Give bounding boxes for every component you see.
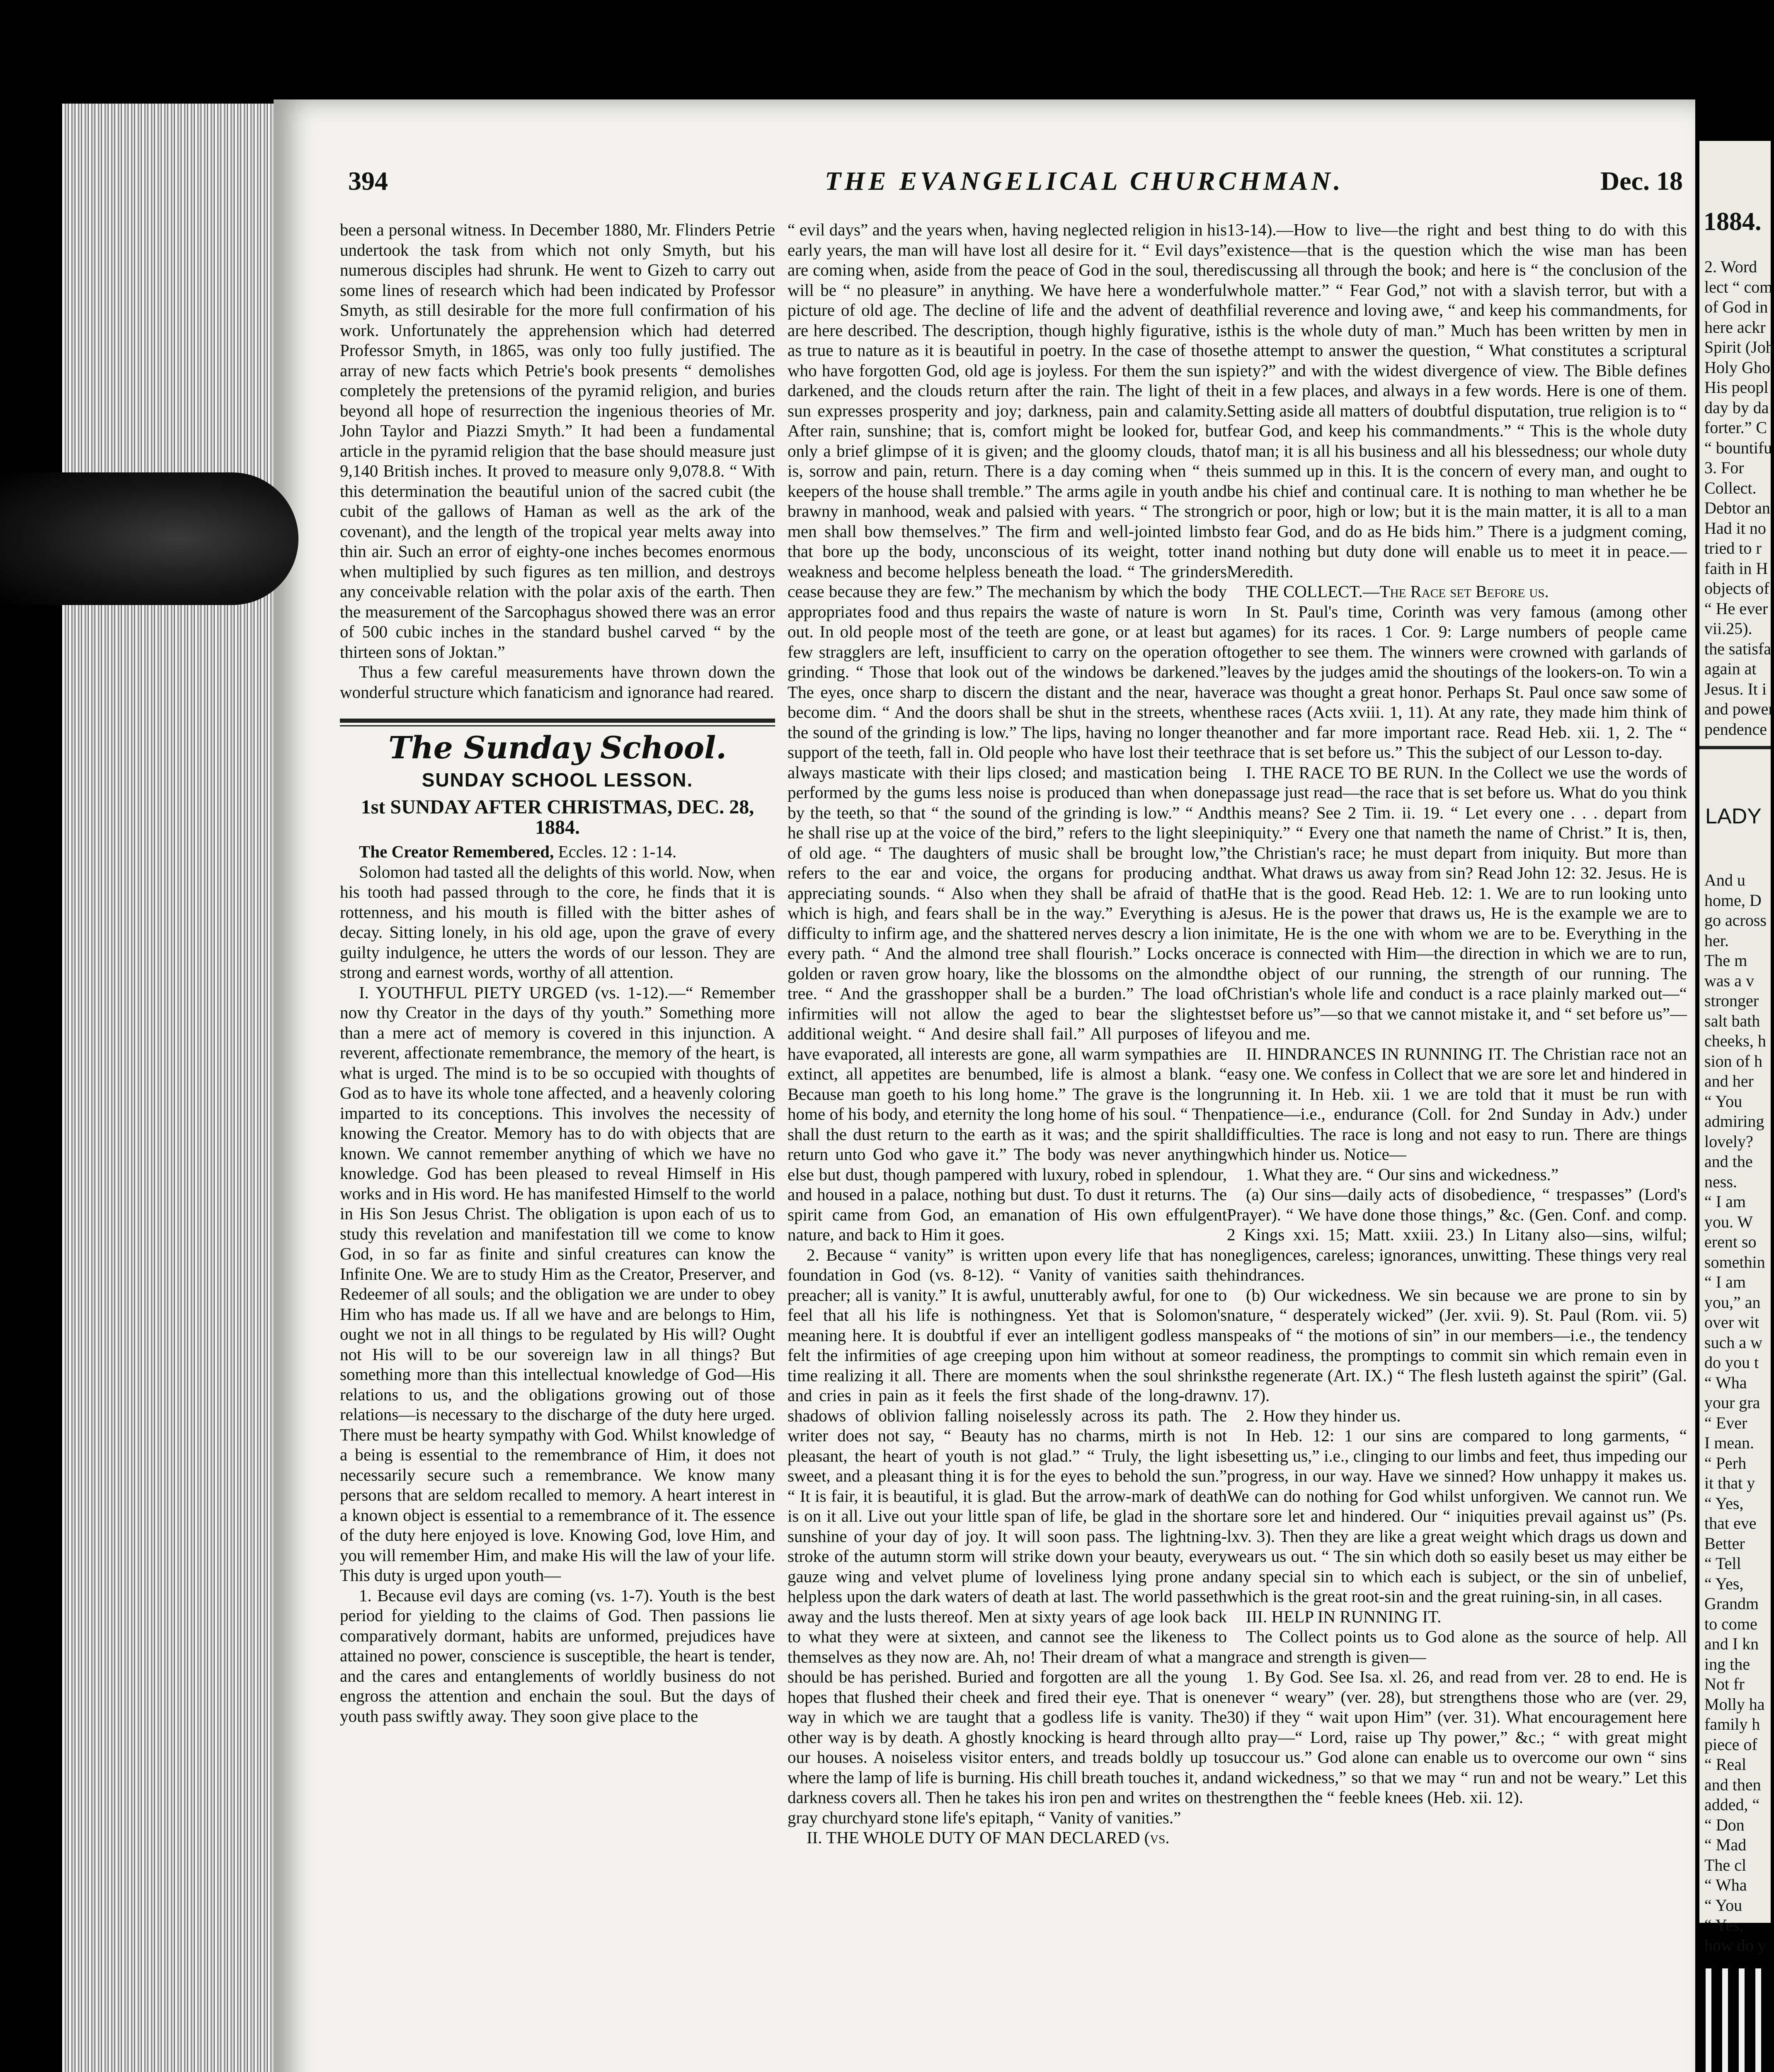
column-2 [788,220,1227,1848]
facing-page-line: “ Perh [1704,1453,1747,1472]
paragraph: 1. What they are. “ Our sins and wickedness.” [1246,1164,1559,1184]
facing-page-line: that eve [1704,1514,1757,1532]
facing-page-line: the satisfa [1704,639,1772,658]
paragraph: been a personal witness. In December 1880, Mr. Flinders Petrie undertook the task from which not only Smyth, but his numerous disciples had shrunk. He went to Gizeh to carry out some lines of research which had been indicated by Professor Smyth, as still desirable for the more full confirmation of his work. Unfortunately the apprehension which had deterred Professor Smyth, in 1865, was only too fully justified. The array of new facts which Petrie's book presents “ demolishes completely the pretensions of the pyramid religion, and buries beyond all hope of resurrection the ingenious theories of Mr. John Taylor and Piazzi Smyth.” It had been a fundamental article in the pyramid religion that the base should measure just 9,140 British inches. It proved to measure only 9,078.8. “ With this determination the beautiful union of the sacred cubit (the cubit of the gallows of Haman as well as the ark of the covenant), and the length of the tropical year melts away into thin air. Such an error of eighty-one inches becomes enormous when multiplied by such figures as ten million, and destroys any conceivable relation with the polar axis of the earth. Then the measurement of the Sarcophagus showed there was an error of 500 cubic inches in the standard bushel carved “ by the thirteen sons of Joktan.” [340,220,775,661]
section-title: The Sunday School. [388,730,727,766]
facing-page-line: it that y [1704,1474,1755,1492]
lesson-title: The Creator Remembered, [359,842,554,861]
thumb-holding-page [0,472,298,605]
facing-page-line: Grandm [1704,1594,1759,1613]
paragraph: 2. How they hinder us. [1246,1406,1401,1425]
facing-page-line: added, “ [1704,1795,1760,1814]
facing-page-line: somethin [1704,1252,1765,1271]
paragraph: (b) Our wickedness. We sin because we are prone to sin by nature, “ desperately wicked” (Jer. xvii. 9). St. Paul (Rom. vii. 5) speaks of “ the motions of sin” in our members—i.e., the tendency or readiness, the promptings to commit sin which remain even in the regenerate (Art. IX.) “ The flesh lusteth against the spirit” (Gal. v. 17). [1227,1285,1687,1405]
facing-page-line: and her [1704,1072,1754,1090]
page-header [348,166,1683,211]
facing-page-line: “ He ever [1704,599,1768,618]
facing-page-line: Debtor an [1704,499,1770,517]
facing-page-line: “ Wha [1704,1876,1747,1894]
paragraph: (a) Our sins—daily acts of disobedience, “ trespasses” (Lord's Prayer). “ We have done those things,” &c. (Gen. Conf. and comp. 2 Kings xxi. 15; Matt. xxiii. 23.) In Litany also—sins, wilful; negligences, careless; ignorances, unwitting. These things very real hindrances. [1227,1185,1687,1284]
facing-page-line: tried to r [1704,539,1762,557]
facing-page-line: Better [1704,1534,1745,1553]
facing-page-line: and the [1704,1152,1753,1171]
facing-page-year: 1884. [1704,208,1762,236]
facing-page-line: ness. [1704,1172,1737,1191]
facing-page-line: pendence [1704,719,1767,738]
film-edge-bars [1697,1968,1771,2072]
publication-title: THE EVANGELICAL CHURCHMAN. [825,166,1344,196]
facing-page-line: of God in [1704,298,1768,316]
facing-page-line: vii.25). [1704,619,1752,638]
facing-page-line: Had it no [1704,518,1766,537]
facing-page-line: Collect. [1704,478,1757,497]
facing-page-line: “ Yes, [1704,1574,1744,1593]
facing-page-line: Not fr [1704,1675,1745,1693]
facing-page-line: objects of [1704,579,1769,598]
facing-page-line: day by da [1704,398,1769,417]
film-bar [1706,1968,1711,2072]
facing-page-line: home, D [1704,891,1762,910]
facing-page-line: His peopl [1704,378,1769,397]
facing-page-line: 3. For [1704,458,1744,477]
facing-page-line: “ Don [1704,1815,1745,1834]
paragraph: In Heb. 12: 1 our sins are compared to long garments, “ besetting us,” i.e., clinging to our limbs and feet, thus impeding our progress, in our way. Have we sinned? How unhappy it makes us. We can do nothing for God whilst unforgiven. We cannot run. We are sore let and hindered. Our “ iniquities prevail against us” (Ps. lxv. 3). Then they are like a great weight which drags us down and wears us out. “ The sin which doth so easily beset us may either be any special sin to which each is subject, or the sin of unbelief, which is the great root-sin and the great ruining-sin, in all cases. [1227,1426,1687,1606]
facing-page-line: over wit [1704,1313,1759,1331]
subheading: III. HELP IN RUNNING IT. [1246,1607,1442,1626]
facing-page-line: erent so [1704,1232,1757,1251]
facing-page-line: “ Yes, [1704,1916,1744,1934]
lesson-reference: Eccles. 12 : 1-14. [558,842,677,861]
lesson-date: 1st SUNDAY AFTER CHRISTMAS, DEC. 28, 1884. [361,796,754,838]
facing-page-line: forter.” C [1704,418,1767,437]
film-bar [1755,1968,1761,2072]
facing-page-line: and power [1704,700,1774,718]
facing-page-line: Jesus. It i [1704,679,1767,698]
facing-page-line: piece of [1704,1735,1757,1754]
subheading: II. THE WHOLE DUTY OF MAN DECLARED (vs. [807,1828,1170,1847]
facing-page-line: “ bountifu [1704,438,1772,457]
lesson-heading: SUNDAY SCHOOL LESSON. [422,769,693,791]
issue-date: Dec. 18 [1600,166,1683,196]
facing-page-line: do you t [1704,1353,1759,1372]
facing-page-line: sion of h [1704,1051,1762,1070]
section-rule [1699,746,1771,749]
facing-page-line: such a w [1704,1333,1762,1352]
facing-page-line: “ I am [1704,1192,1746,1211]
subheading: THE COLLECT.—The Race set Before us. [1246,582,1549,601]
facing-page-line: to come [1704,1614,1757,1633]
paragraph: “ evil days” and the years when, having neglected religion in his early years, the man will have lost all desire for it. “ Evil days” are coming when, aside from the peace of God in the soul, there will be “ no pleasure” in anything. We have here a wonderful picture of old age. The decline of life and the advent of death are here described. The description, though highly figurative, is as true to nature as it is beautiful in poetry. In the case of those who have forgotten God, old age is joyless. For them the sun is darkened, and the clouds return after the rain. The light of the sun expresses prosperity and joy; darkness, pain and calamity. After rain, sunshine; that is, comfort might be looked for, but only a brief glimpse of it is given; and the gloomy clouds, that is, sorrow and pain, return. There is a day coming when “ the keepers of the house shall tremble.” The arms agile in youth and brawny in manhood, weak and palsied with years. “ The strong men shall bow themselves.” The firm and well-jointed limbs that bore up the body, unconscious of its weight, totter in weakness and become helpless beneath the load. “ The grinders cease because they are few.” The mechanism by which the body appropriates food and thus repairs the waste of nature is worn out. In old people most of the teeth are gone, or at least but a few stragglers are left, insufficient to carry on the operation of grinding. “ Those that look out of the windows be darkened.” The eyes, once sharp to discern the distant and the near, have become dim. “ And the doors shall be shut in the streets, when the sound of the grinding is low.” The lips, having no longer the support of the teeth, fall in. Old people who have lost their teeth always masticate with their lips closed; and mastication being performed by the gums less noise is produced than when done by the teeth, so that “ the sound of the grinding is low.” “ And he shall rise up at the voice of the bird,” refers to the light sleep of old age. “ The daughters of music shall be brought low,” refers to the ear and voice, the organs for producing and appreciating sounds. “ Also when they shall be afraid of that which is high, and fears shall be in the way.” Everything is a difficulty to infirm age, and the shattered nerves descry a lion in every path. “ And the almond tree shall flourish.” Locks once golden or raven grow hoary, like the blossoms on the almond tree. “ And the grasshopper shall be a burden.” The load of infirmities will not allow the aged to bear the slightest additional weight. “ And desire shall fail.” All purposes of life have evaporated, all interests are gone, all warm sympathies are extinct, all appetites are benumbed, life is almost a blank. “ Because man goeth to his long home.” The grave is the long home of his body, and eternity the long home of his soul. “ Then shall the dust return to the earth as it was; and the spirit shall return unto God who gave it.” The body was never anything else but dust, though pampered with luxury, robed in splendour, and housed in a palace, nothing but dust. To dust it returns. The spirit came from God, an emanation of His own effulgent nature, and back to Him it goes. [788,220,1227,1244]
facing-page-line: “ Real [1704,1755,1747,1774]
facing-page-line: “ You [1704,1895,1742,1915]
paragraph: 2. Because “ vanity” is written upon every life that has no foundation in God (vs. 8-12). “ Vanity of vanities saith the preacher; all is vanity.” It is awful, unutterably awful, for one to feel that all his life is nothingness. Yet that is Solomon's meaning here. It is doubtful if ever an intelligent godless man felt the infirmities of age creeping upon him without at some time realizing it all. There are moments when the soul shrinks and cries in pain as it feels the first shade of the long-drawn shadows of oblivion falling noiselessly across its path. The writer does not say, “ Beauty has no charms, mirth is not pleasant, the heart of youth is not glad.” “ Truly, the light is sweet, and a pleasant thing it is for the eyes to behold the sun.” “ It is fair, it is beautiful, it is glad. But the arrow-mark of death is on it all. Live out your little span of life, be glad in the short sunshine of your day of joy. It will soon pass. The lightning-stroke of the autumn storm will strike down your beauty, every gauze wing and velvet plume of loveliness lying prone and helpless upon the dark waters of death at last. The world passeth away and the lusts thereof. Men at sixty years of age look back to what they were at sixteen, and cannot see the likeness to themselves as they now are. Ah, no! Their dream of what a man should be has perished. Buried and forgotten are all the young hopes that flushed their cheek and fired their eye. That is one way in which we are taught that a godless life is vanity. The other way is by death. A ghostly knocking is heard through all our houses. A noiseless visitor enters, and treads boldly up to where the lamp of life is burning. His chill breath touches it, and darkness covers all. Then he takes his iron pen and writes on the gray churchyard stone life's epitaph, “ Vanity of vanities.” [788,1245,1227,1827]
facing-page-line: and I kn [1704,1634,1759,1653]
facing-page-line: “ I am [1704,1273,1746,1291]
column-1 [340,220,775,1726]
facing-page-line: stronger [1704,991,1759,1010]
facing-page-line: salt bath [1704,1011,1760,1030]
facing-page-line: and then [1704,1775,1761,1794]
facing-page-line: Molly ha [1704,1694,1765,1714]
facing-page-line: cheeks, h [1704,1031,1766,1050]
film-bar [1739,1968,1745,2072]
facing-page-line: The cl [1704,1855,1747,1874]
facing-page-line: her. [1704,931,1729,950]
facing-page-line: family h [1704,1715,1760,1733]
facing-page-line: here ackr [1704,317,1766,336]
facing-page-line: And u [1704,871,1745,889]
paragraph: II. HINDRANCES IN RUNNING IT. The Christian race not an easy one. We confess in Collect that we are sore let and hindered in running it. In Heb. xii. 1 we are told that it must be run with patience—i.e., endurance (Coll. for 2nd Sunday in Adv.) under difficulties. The race is long and not easy to run. There are things which hinder us. Notice— [1227,1044,1687,1164]
paragraph: 1. Because evil days are coming (vs. 1-7). Youth is the best period for yielding to the claims of God. Then passions lie comparatively dormant, habits are unformed, prejudices have attained no power, conscience is susceptible, the heart is tender, and the cares and entanglements of worldly business do not engross the attention and enchain the soul. But the days of youth pass swiftly away. They soon give place to the [340,1585,775,1726]
facing-page-line: how do y [1704,1936,1766,1955]
facing-page-heading: LADY [1705,804,1762,828]
facing-page-line: “ Yes, [1704,1493,1744,1513]
facing-page-line: lect “ com [1704,277,1773,296]
paragraph: I. YOUTHFUL PIETY URGED (vs. 1-12).—“ Remember now thy Creator in the days of thy youth.” Something more than a mere act of memory is covered in this injunction. A reverent, affectionate remembrance, the memory of the heart, is what is urged. The mind is to be so occupied with thoughts of God as to have its whole tone affected, and a heavenly coloring imparted to its conceptions. This involves the necessity of knowing the Creator. Memory has to do with objects that are known. We cannot remember anything of which we have no knowledge. God has been pleased to reveal Himself in His works and in His word. He has manifested Himself to the world in His Son Jesus Christ. The obligation is upon each of us to study this revelation and manifestation till we come to know God, in so far as finite and sinful creatures can know the Infinite One. We are to study Him as the Creator, Preserver, and Redeemer of all souls; and the obligation we are under to obey Him who has made us. If all we have and are belongs to Him, ought we not in all things to be regulated by His will? Ought not His will to be our sovereign law in all things? But something more than this intellectual knowledge of God—His relations to us, and the obligations growing out of those relations—is necessary to the discharge of the duty here urged. There must be hearty sympathy with God. Whilst knowledge of a being is essential to the remembrance of Him, it does not necessarily secure such a remembrance. We know many persons that are seldom recalled to memory. A heart interest in a known object is essential to a remembrance of it. The essence of the duty here enjoyed is love. Knowing God, love Him, and you will remember Him, and make His will the law of your life. This duty is urged upon youth— [340,983,775,1585]
page-edges [62,104,294,2072]
paragraph: 13-14).—How to live—the right and best thing to do with this existence—that is the question which the wise man has been discussing all through the book; and here is “ the conclusion of the whole matter.” “ Fear God,” not with a slavish terror, but with a filial reverence and loving awe, “ and keep his commandments, for this is the whole duty of man.” Much has been written by men in the attempt to answer the question, “ What constitutes a scriptural piety?” and with the widest divergence of view. The Bible defines it in a few places, and always in a few words. Here is one of them. Setting aside all matters of doubtful disputation, true religion is to “ fear God, and keep his commandments.” “ This is the whole duty of man; it is all his business and all his blessedness; our whole duty is summed up in this. It is the concern of every man, and ought to be his chief and continual care. It is nothing to man whether he be rich or poor, high or low; but it is the main matter, it is all to a man to fear God, and do as He bids him.” There is a judgment coming, and nothing but duty done will enable us to meet it in peace.—Meredith. [1227,220,1687,581]
facing-page-line: Spirit (Joh [1704,338,1774,356]
page-number: 394 [348,166,388,196]
paragraph: I. THE RACE TO BE RUN. In the Collect we use the words of passage just read—the race that is set before us. What do you think this means? See 2 Tim. ii. 19. “ Let every one . . . depart from iniquity.” “ Every one that nameth the name of Christ.” It is, then, the Christian's race; he must depart from iniquity. But more than that. What draws us away from sin? Read John 12: 32. Jesus. He is He that is the good. Read Heb. 12: 1. We are to run looking unto Jesus. He is the power that draws us, He is the example we are to imitate, He is the one with whom we are to be. Everything in the race is connected with Him—the direction in which we are to run, the object of our running, the strength of our running. The Christian's whole life and conduct is a race plainly marked out—“ set before us”—so that we cannot mistake it, and “ set before us”—you and me. [1227,762,1687,1043]
section-rule [340,719,775,726]
facing-page-line: The m [1704,951,1747,970]
facing-page-line: admiring [1704,1112,1764,1130]
newspaper-page [274,99,1695,2072]
facing-page [1699,141,1774,1955]
facing-page-line: “ Wha [1704,1373,1747,1392]
facing-page-line: I mean. [1704,1433,1754,1452]
film-bar [1722,1968,1728,2072]
facing-page-line: your gra [1704,1393,1760,1412]
facing-page-line: you,” an [1704,1293,1761,1312]
lesson-title-line [340,842,775,862]
paragraph: Solomon had tasted all the delights of this world. Now, when his tooth had passed through to the core, he finds that it is rottenness, and his mouth is filled with the bitter ashes of decay. Sitting lonely, in his old age, upon the grave of every guilty indulgence, he utters the words of our lesson. They are strong and earnest words, worthy of all attention. [340,862,775,982]
facing-page-line: “ Tell [1704,1554,1741,1573]
paragraph: 1. By God. See Isa. xl. 26, and read from ver. 28 to end. He is never “ weary” (ver. 28), but strengthens those who are (ver. 29, 30) if they “ wait upon Him” (ver. 31). What encouragement here to pray—“ Lord, raise up Thy power,” &c.; “ with great might succour us.” God alone can enable us to overcome our own “ sins and wickedness,” so that we may “ run and not be weary.” Let this strengthen the “ feeble knees (Heb. xii. 12). [1227,1667,1687,1807]
facing-page-line: you. W [1704,1212,1753,1231]
facing-page-line: Holy Gho [1704,358,1770,377]
facing-page-line: “ You [1704,1092,1742,1111]
facing-page-line: go across [1704,911,1767,929]
column-3 [1227,220,1687,1808]
facing-page-line: lovely? [1704,1132,1753,1151]
facing-page-line: ing the [1704,1654,1750,1673]
facing-page-line: again at [1704,659,1757,678]
facing-page-line: was a v [1704,971,1754,990]
paragraph: In St. Paul's time, Corinth was very famous (among other games) for its races. 1 Cor. 9: Large numbers of people came together to see them. The winners were crowned with garlands of leaves by the judges amid the shoutings of the lookers-on. To win a race was thought a great honor. Perhaps St. Paul once saw some of these races (Acts xviii. 1, 11). At any rate, they made him think of another and far more important race. Read Heb. xii. 1, 2. The “ race that is set before us.” This the subject of our Lesson to-day. [1227,602,1687,762]
facing-page-line: faith in H [1704,559,1768,578]
facing-page-line: 2. Word [1704,257,1757,276]
paragraph: Thus a few careful measurements have thrown down the wonderful structure which fanaticism and ignorance had reared. [340,662,775,702]
facing-page-line: “ Ever [1704,1413,1747,1432]
paragraph: The Collect points us to God alone as the source of help. All grace and strength is given— [1227,1627,1687,1666]
facing-page-line: “ Mad [1704,1835,1747,1854]
